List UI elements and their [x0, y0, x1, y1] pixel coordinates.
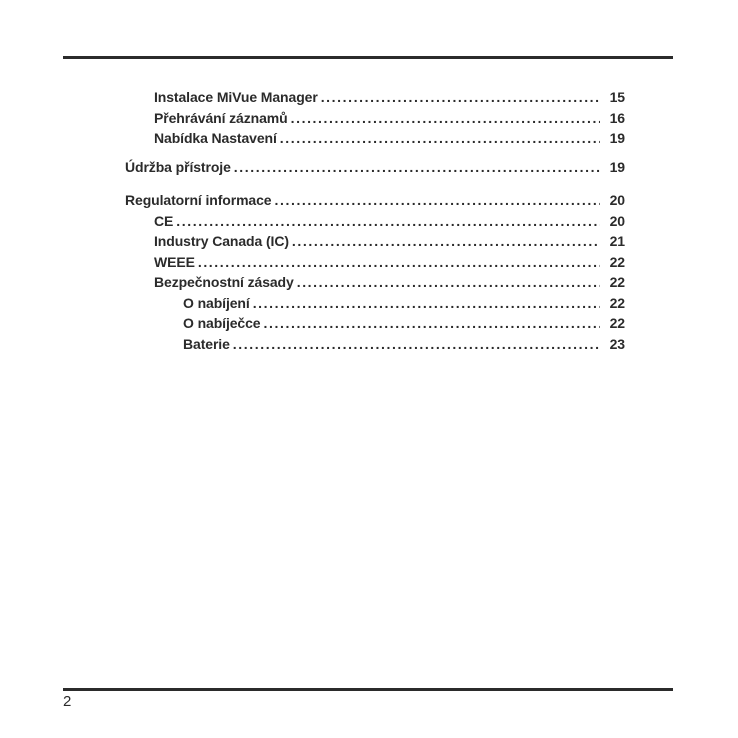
- dot-leader: [292, 231, 600, 252]
- toc-entry-label: Nabídka Nastavení: [154, 130, 277, 146]
- toc-entry[interactable]: [0, 211, 625, 232]
- toc-entry[interactable]: [0, 128, 625, 149]
- toc-entry-label: WEEE: [154, 253, 195, 270]
- footer-rule: [63, 688, 673, 691]
- toc-entry-label: CE: [154, 212, 174, 229]
- toc-entry-page: 22: [609, 315, 625, 331]
- toc-entry-label: Přehrávání záznamů: [154, 109, 288, 126]
- toc-entry[interactable]: [0, 252, 625, 273]
- toc-entry[interactable]: [0, 157, 625, 178]
- dot-leader: [198, 252, 600, 273]
- toc-entry-label: Údržba přístroje: [125, 158, 231, 175]
- toc-entry-label: Industry Canada (IC): [154, 233, 289, 249]
- dot-leader: [234, 157, 600, 178]
- page-number: 2: [63, 693, 72, 710]
- toc-entry-label: O nabíjení: [183, 294, 250, 311]
- toc-entry[interactable]: [0, 190, 625, 211]
- toc-entry[interactable]: [0, 313, 625, 334]
- toc-entry-page: 22: [609, 253, 625, 270]
- toc-entry[interactable]: [0, 108, 625, 129]
- top-rule: [63, 56, 673, 59]
- toc-entry-label: Bezpečnostní zásady: [154, 274, 294, 290]
- toc-entry[interactable]: [0, 231, 625, 252]
- dot-leader: [233, 334, 600, 355]
- toc-entry-label: Baterie: [183, 335, 230, 352]
- toc-entry[interactable]: [0, 334, 625, 355]
- toc-entry[interactable]: [0, 87, 625, 108]
- toc-entry-page: 20: [609, 212, 625, 229]
- toc-entry-page: 16: [609, 109, 625, 126]
- dot-leader: [321, 87, 600, 108]
- toc-entry-page: 15: [609, 89, 625, 105]
- toc-entry-page: 21: [609, 233, 625, 249]
- toc-entry-label: Instalace MiVue Manager: [154, 89, 318, 105]
- toc-entry-page: 19: [609, 158, 625, 175]
- toc-entry-page: 19: [609, 130, 625, 146]
- dot-leader: [297, 272, 600, 293]
- toc-entry-page: 22: [609, 274, 625, 290]
- dot-leader: [176, 211, 600, 232]
- table-of-contents: [0, 87, 625, 354]
- toc-entry-page: 20: [609, 192, 625, 208]
- dot-leader: [291, 108, 600, 129]
- dot-leader: [274, 190, 600, 211]
- toc-entry[interactable]: [0, 272, 625, 293]
- toc-entry-label: O nabíječce: [183, 315, 261, 331]
- dot-leader: [280, 128, 600, 149]
- toc-entry-page: 23: [609, 335, 625, 352]
- toc-entry-label: Regulatorní informace: [125, 192, 272, 208]
- toc-entry-page: 22: [609, 294, 625, 311]
- toc-entry[interactable]: [0, 293, 625, 314]
- dot-leader: [253, 293, 600, 314]
- dot-leader: [264, 313, 601, 334]
